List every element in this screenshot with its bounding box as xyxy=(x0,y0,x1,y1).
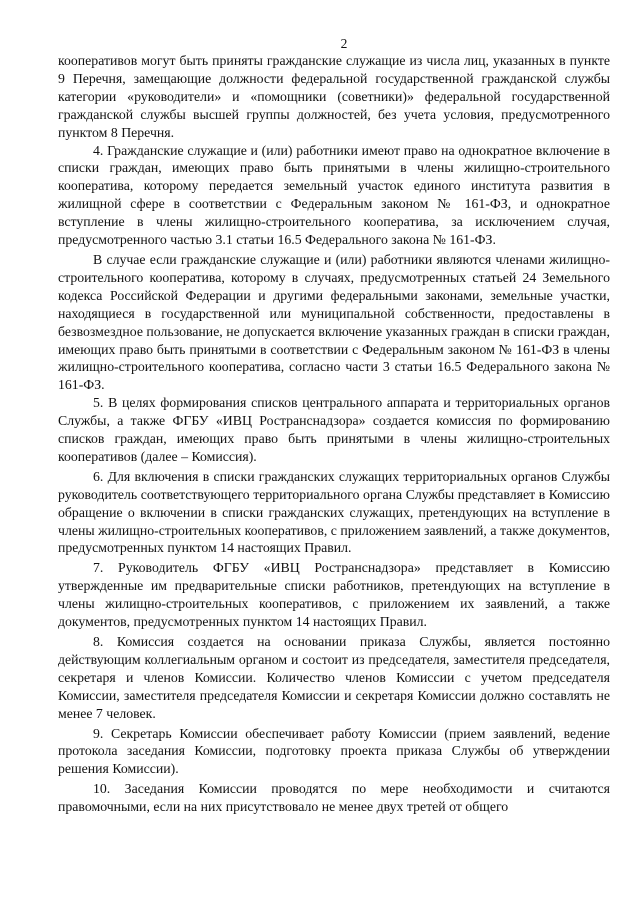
page-number: 2 xyxy=(340,36,348,51)
paragraph-item-7: 7. Руководитель ФГБУ «ИВЦ Ространснадзора» представляет в Комиссию утвержденные им предварительные списки работников, претендующих на вступление в члены жилищно-строительных кооперативов, с приложением их заявлений, а также документов, предусмотренных пунктом 14 настоящих Правил. xyxy=(58,560,610,630)
paragraph-item-5: 5. В целях формирования списков центрального аппарата и территориальных органов Службы, а также ФГБУ «ИВЦ Ространснадзора» создается комиссия по формированию списков граждан, имеющих право быть принятыми в члены жилищно-строительных кооперативов (далее – Комиссия). xyxy=(58,395,610,464)
paragraph-item-6: 6. Для включения в списки гражданских служащих территориальных органов Службы руководитель соответствующего территориального органа Службы представляет в Комиссию обращение о включении в списки гражданских служащих, претендующих на вступление в члены жилищно-строительных кооперативов, с приложением заявлений, а также документов, предусмотренных пунктом 14 настоящих Правил. xyxy=(58,468,610,556)
paragraph-continuation: кооперативов могут быть приняты гражданские служащие из числа лиц, указанных в пункте 9 Перечня, замещающие должности федеральной государственной гражданской службы категории «руководители» и «помощники (советники)» федеральной государственной гражданской службы высшей группы должностей, без учета условия, предусмотренного пунктом 8 Перечня. xyxy=(58,53,610,140)
paragraph-item-9: 9. Секретарь Комиссии обеспечивает работу Комиссии (прием заявлений, ведение протокола заседания Комиссии, подготовку проекта приказа Службы об утверждении решения Комиссии). xyxy=(58,725,610,777)
paragraph-item-8: 8. Комиссия создается на основании приказа Службы, является постоянно действующим коллегиальным органом и состоит из председателя, заместителя председателя, секретаря и членов Комиссии. Количество членов Комиссии с учетом председателя Комиссии, заместителя председателя Комиссии и секретаря Комиссии должно составлять не менее 7 человек. xyxy=(58,634,610,721)
paragraph-item-4: 4. Гражданские служащие и (или) работники имеют право на однократное включение в списки граждан, имеющих право быть принятыми в члены жилищно-строительного кооператива, которому передается земельный участок единого института развития в жилищной сфере в соответствии с Федеральным законом № 161-ФЗ, и однократное вступление в члены жилищно-строительного кооператива, за исключением случая, предусмотренного частью 3.1 статьи 16.5 Федерального закона № 161-ФЗ. xyxy=(58,142,610,248)
paragraph-item-10: 10. Заседания Комиссии проводятся по мере необходимости и считаются правомочными, если на них присутствовало не менее двух третей от общего xyxy=(58,781,610,815)
paragraph-item-4-exception: В случае если гражданские служащие и (или) работники являются членами жилищно-строительного кооператива, которому в случаях, предусмотренных статьей 24 Земельного кодекса Российской Федерации и другими федеральными законами, земельные участки, находящиеся в государственной или муниципальной собственности, предоставлены в безвозмездное пользование, не допускается включение указанных граждан в списки граждан, имеющих право быть принятыми в соответствии с Федеральным законом № 161-ФЗ в члены жилищно-строительного кооператива, согласно части 3 статьи 16.5 Федерального закона № 161-ФЗ. xyxy=(58,251,611,393)
